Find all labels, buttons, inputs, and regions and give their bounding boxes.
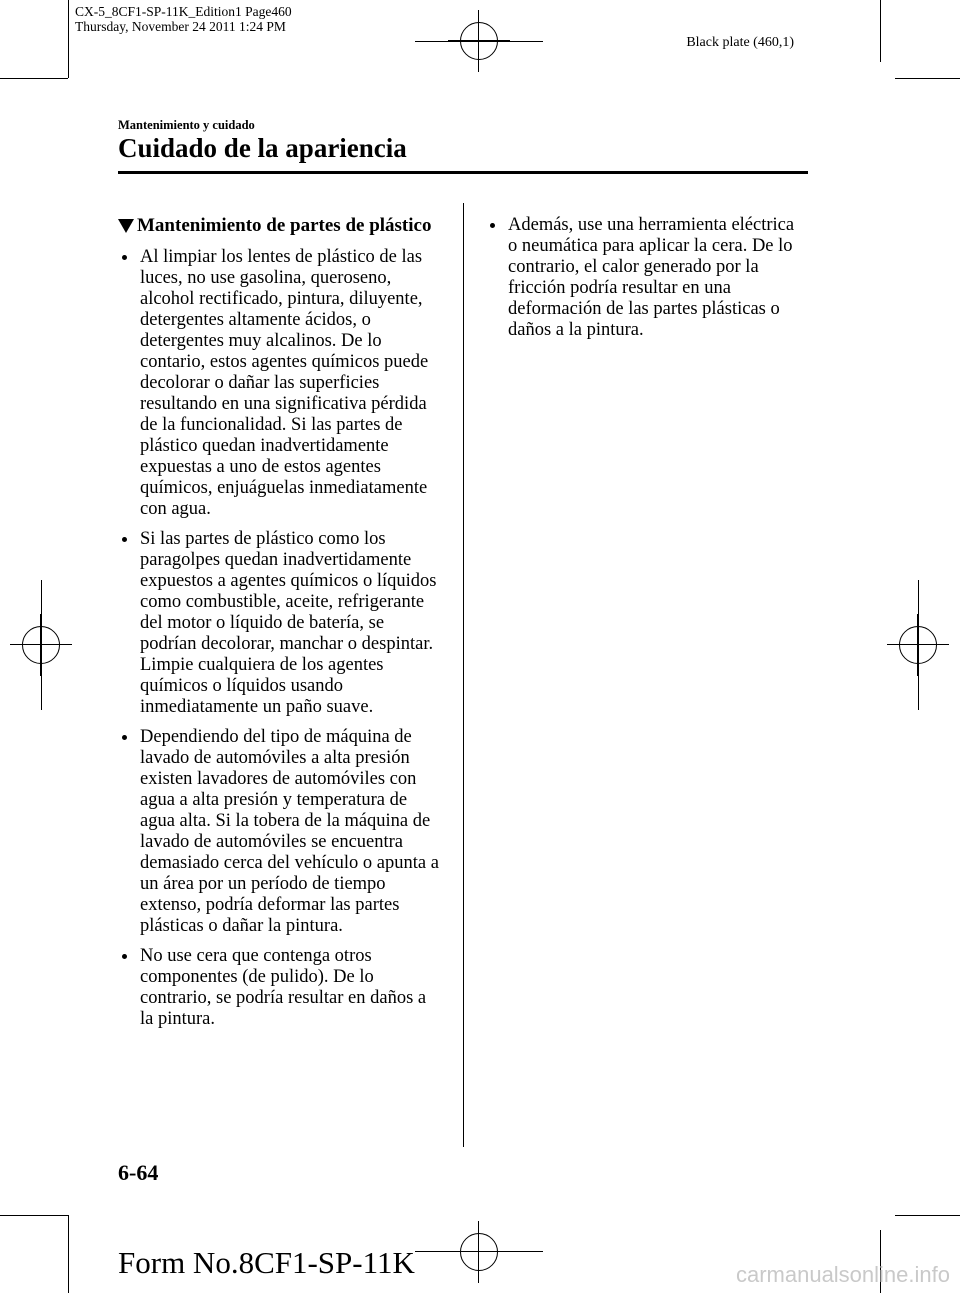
form-number: Form No.8CF1-SP-11K [118, 1245, 415, 1280]
watermark: carmanualsonline.info [735, 1262, 950, 1287]
crop-mark [68, 1215, 69, 1293]
bullet-icon [122, 255, 127, 260]
bullet-icon [122, 735, 127, 740]
print-slug [75, 4, 292, 34]
list-item-text: Al limpiar los lentes de plástico de las luces, no use gasolina, queroseno, alcohol rectificado, pintura, diluyente, detergentes altamente ácidos, o detergentes muy alcalinos. De lo contario, estos agentes químicos puede decolorar o dañar las superficies resultando en una significativa pérdida de la funcionalidad. Si las partes de plástico quedan inadvertidamente expuestas a uno de estos agentes químicos, enjuáguelas inmediatamente con agua. [140, 247, 429, 519]
subheading-text: Mantenimiento de partes de plástico [137, 215, 432, 236]
bullet-icon [122, 954, 127, 959]
column-divider [463, 203, 464, 1147]
bullet-icon [490, 223, 495, 228]
crop-mark [68, 0, 69, 78]
list-item [118, 727, 440, 937]
registration-mark-left [10, 614, 72, 676]
list-item-text: Dependiendo del tipo de máquina de lavado de automóviles a alta presión existen lavadores de automóviles con agua a alta presión y temperatura de agua alta. Si la tobera de la máquina de lavado de automóviles se encuentra demasiado cerca del vehículo o apunta a un área por un período de tiempo extenso, podría deformar las partes plásticas o dañar la pintura. [140, 727, 439, 936]
crop-mark [880, 0, 881, 62]
list-item-text: No use cera que contenga otros componentes (de pulido). De lo contrario, se podría resultar en daños a la pintura. [140, 946, 427, 1029]
slug-line-1: CX-5_8CF1-SP-11K_Edition1 Page460 [75, 4, 292, 19]
list-item-text: Además, use una herramienta eléctrica o neumática para aplicar la cera. De lo contrario, el calor generado por la fricción podría resultar en una deformación de las partes plásticas o daños a la pintura. [508, 215, 795, 340]
list-item [118, 247, 440, 520]
crop-mark [0, 78, 68, 79]
page-number: 6-64 [118, 1160, 159, 1185]
left-column [118, 215, 440, 1039]
plate-label: Black plate (460,1) [686, 35, 794, 50]
crop-mark [0, 1215, 68, 1216]
list-item [118, 529, 440, 718]
crop-mark [895, 78, 960, 79]
slug-line-2: Thursday, November 24 2011 1:24 PM [75, 19, 286, 34]
list-item [118, 946, 440, 1030]
section-title: Mantenimiento y cuidado [118, 118, 255, 132]
crop-mark [895, 1215, 960, 1216]
triangle-icon [118, 219, 134, 233]
subheading [118, 215, 440, 236]
bullet-list [486, 215, 806, 341]
right-column [486, 215, 806, 350]
registration-mark-bottom [448, 1221, 510, 1283]
bullet-icon [122, 537, 127, 542]
bullet-list [118, 247, 440, 1030]
list-item [486, 215, 806, 341]
header-rule [118, 171, 808, 174]
registration-mark-right [887, 614, 949, 676]
chapter-title: Cuidado de la apariencia [118, 133, 407, 163]
list-item-text: Si las partes de plástico como los paragolpes quedan inadvertidamente expuestos a agentes químicos o líquidos como combustible, aceite, refrigerante del motor o líquido de batería, se podrían decolorar, manchar o despintar. Limpie cualquiera de los agentes químicos o líquidos usando inmediatamente un paño suave. [140, 529, 437, 717]
registration-mark-top [448, 10, 510, 72]
